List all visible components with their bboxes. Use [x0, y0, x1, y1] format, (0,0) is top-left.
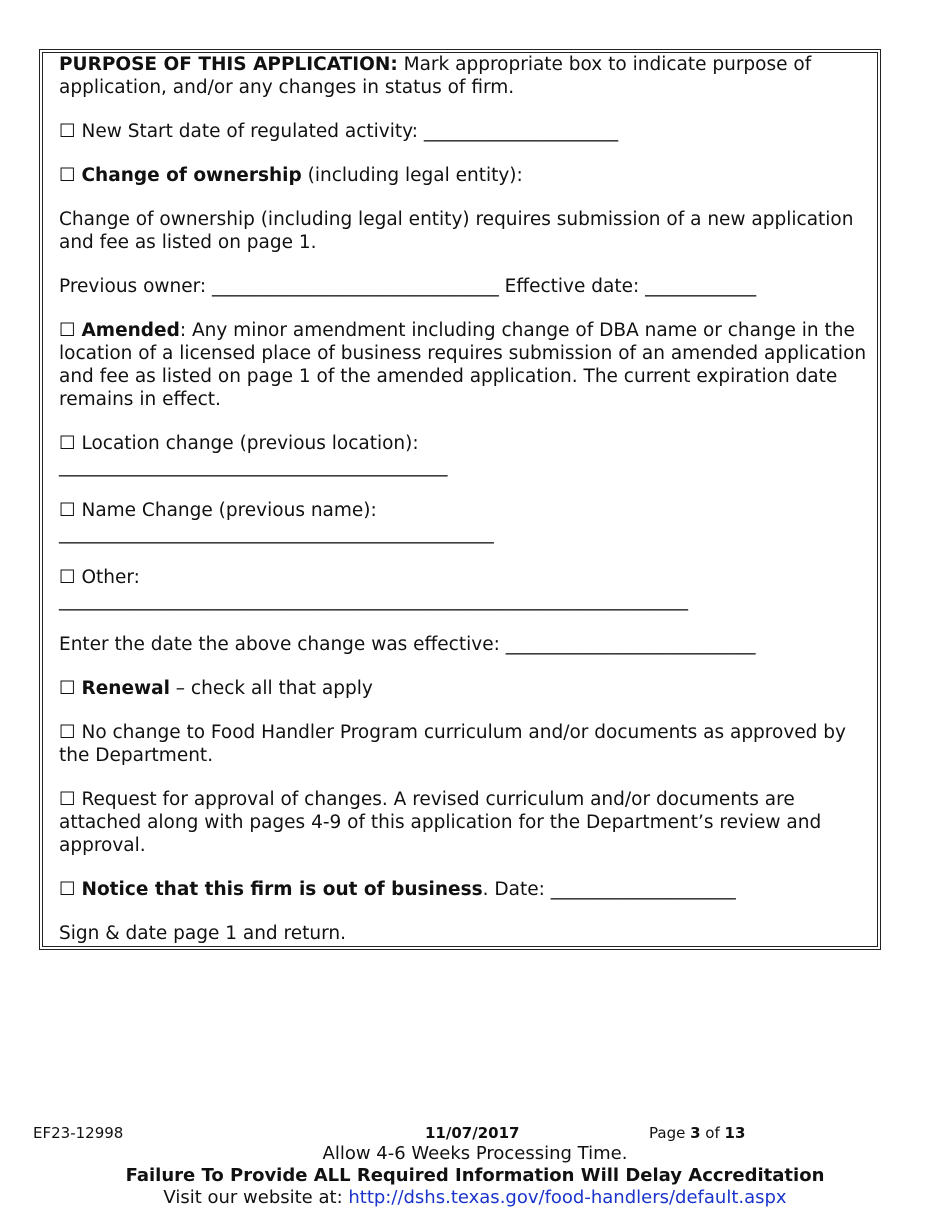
name-change-option	[59, 499, 874, 545]
change-ownership-checkbox[interactable]: ☐	[59, 165, 76, 186]
page-of: of	[700, 1124, 725, 1142]
purpose-heading: PURPOSE OF THIS APPLICATION:	[59, 54, 398, 75]
change-ownership-note: Change of ownership (including legal entity) requires submission of a new application and fee as listed on page 1.	[59, 209, 854, 253]
name-change-checkbox[interactable]: ☐	[59, 500, 76, 521]
no-change-option	[59, 721, 874, 767]
form-id: EF23-12998	[33, 1124, 124, 1142]
new-start-checkbox[interactable]: ☐	[59, 121, 76, 142]
other-option	[59, 566, 874, 612]
purpose-paragraph	[59, 53, 874, 99]
previous-owner-line: Previous owner: _______________________________ Effective date: ____________	[59, 276, 757, 297]
other-blank: ____________________________________________________________________	[59, 590, 688, 611]
page-current: 3	[690, 1124, 701, 1142]
change-ownership-label: Change of ownership	[81, 165, 302, 186]
change-ownership-suffix: (including legal entity):	[301, 165, 523, 186]
out-of-business-label: Notice that this firm is out of business	[81, 879, 483, 900]
page-word: Page	[649, 1124, 691, 1142]
website-line	[0, 1187, 950, 1208]
effective-date-line: Enter the date the above change was effective: ___________________________	[59, 634, 756, 655]
location-change-blank: __________________________________________	[59, 456, 448, 477]
processing-time: Allow 4-6 Weeks Processing Time.	[322, 1143, 628, 1164]
accreditation-warning: Failure To Provide ALL Required Information Will Delay Accreditation	[125, 1165, 825, 1186]
other-checkbox[interactable]: ☐	[59, 567, 76, 588]
new-start-label: New Start date of regulated activity: _____________________	[75, 121, 619, 142]
request-approval-option	[59, 788, 874, 857]
purpose-text: Mark appropriate box to indicate purpose of application, and/or any changes in status of firm.	[59, 54, 812, 98]
location-change-label: Location change (previous location):	[75, 433, 419, 454]
new-start-option	[59, 120, 874, 143]
name-change-blank: _______________________________________________	[59, 523, 494, 544]
other-label: Other:	[75, 567, 140, 588]
website-label: Visit our website at:	[163, 1187, 349, 1208]
change-ownership-option	[59, 164, 874, 187]
request-approval-label: Request for approval of changes. A revised curriculum and/or documents are attached along with pages 4-9 of this application for the Department’s review and approval.	[59, 789, 822, 856]
page-total: 13	[724, 1124, 746, 1142]
amended-label: Amended	[81, 320, 180, 341]
amended-text: : Any minor amendment including change of DBA name or change in the location of a licensed place of business requires submission of an amended application and fee as listed on page 1 of the amended application. The current expiration date remains in effect.	[59, 320, 867, 410]
renewal-suffix: – check all that apply	[169, 678, 373, 699]
revision-date: 11/07/2017	[425, 1124, 520, 1142]
location-change-option	[59, 432, 874, 478]
out-of-business-checkbox[interactable]: ☐	[59, 879, 76, 900]
sign-instruction: Sign & date page 1 and return.	[59, 923, 347, 944]
request-approval-checkbox[interactable]: ☐	[59, 789, 76, 810]
website-link[interactable]: http://dshs.texas.gov/food-handlers/default.aspx	[348, 1187, 787, 1208]
no-change-label: No change to Food Handler Program curriculum and/or documents as approved by the Department.	[59, 722, 846, 766]
renewal-label: Renewal	[81, 678, 170, 699]
amended-checkbox[interactable]: ☐	[59, 320, 76, 341]
footer-row	[0, 1124, 950, 1144]
no-change-checkbox[interactable]: ☐	[59, 722, 76, 743]
amended-option	[59, 319, 874, 411]
renewal-checkbox[interactable]: ☐	[59, 678, 76, 699]
renewal-option	[59, 677, 874, 700]
page-number	[649, 1124, 745, 1142]
out-of-business-option	[59, 878, 874, 901]
location-change-checkbox[interactable]: ☐	[59, 433, 76, 454]
purpose-section	[59, 53, 874, 966]
name-change-label: Name Change (previous name):	[75, 500, 377, 521]
out-of-business-suffix: . Date: ____________________	[482, 879, 736, 900]
